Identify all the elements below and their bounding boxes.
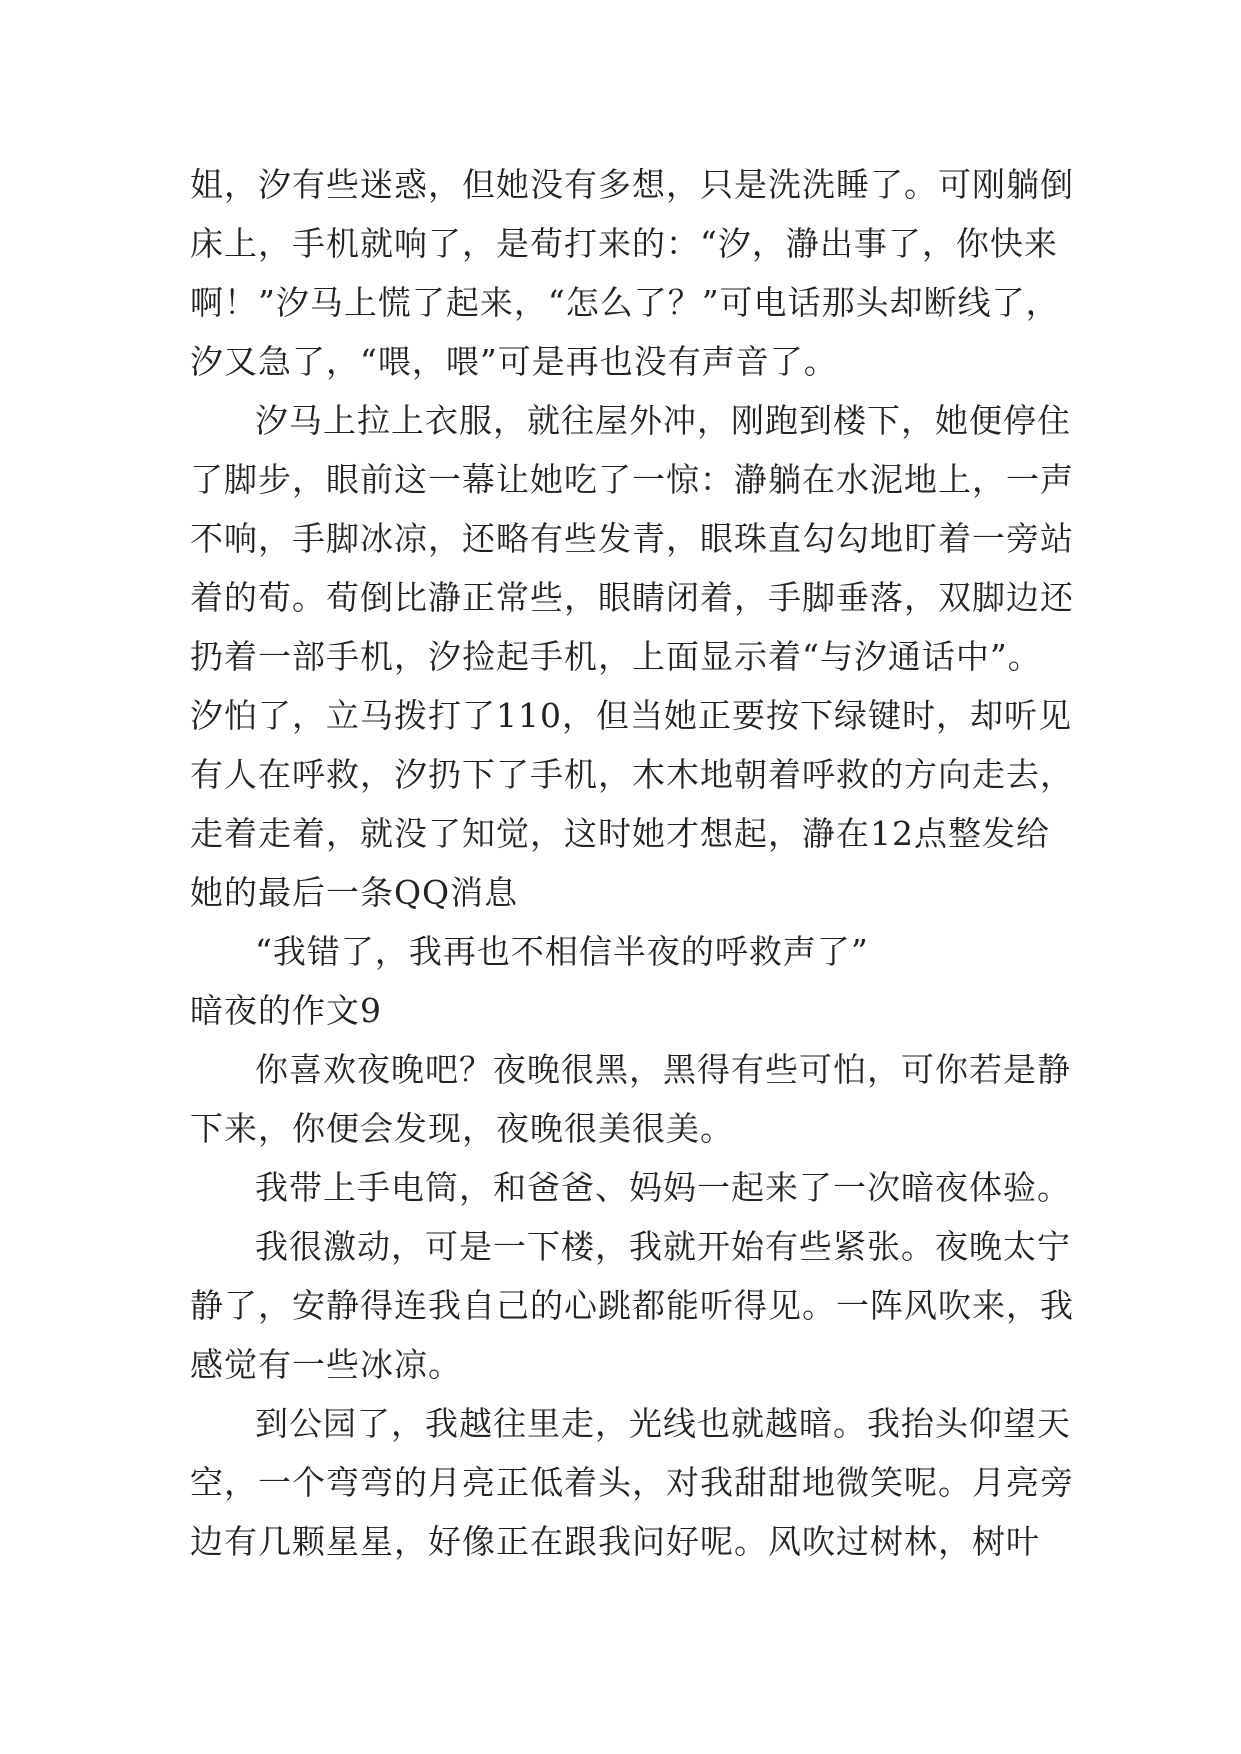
paragraph-line-24: 边有几颗星星，好像正在跟我问好呢。风吹过树林，树叶 [190,1522,1040,1561]
paragraph-line-8: 着的荀。荀倒比瀞正常些，眼睛闭着，手脚垂落，双脚边还 [190,578,1074,617]
paragraph-line-21: 感觉有一些冰凉。 [190,1345,462,1384]
quote-line: “我错了，我再也不相信半夜的呼救声了” [255,932,869,971]
paragraph-line-18: 我带上手电筒，和爸爸、妈妈一起来了一次暗夜体验。 [255,1168,1071,1207]
paragraph-line-3: 啊！”汐马上慌了起来，“怎么了？”可电话那头却断线了， [190,283,1060,322]
section-heading: 暗夜的作文9 [190,991,382,1030]
paragraph-line-22: 到公园了，我越往里走，光线也就越暗。我抬头仰望天 [255,1404,1071,1443]
paragraph-line-20: 静了，安静得连我自己的心跳都能听得见。一阵风吹来，我 [190,1286,1074,1325]
paragraph-line-16: 你喜欢夜晚吧？夜晚很黑，黑得有些可怕，可你若是静 [255,1050,1071,1089]
paragraph-line-23: 空，一个弯弯的月亮正低着头，对我甜甜地微笑呢。月亮旁 [190,1463,1074,1502]
paragraph-line-10: 汐怕了，立马拨打了110，但当她正要按下绿键时，却听见 [190,696,1072,735]
paragraph-line-9: 扔着一部手机，汐捡起手机，上面显示着“与汐通话中”。 [190,637,1042,676]
paragraph-line-7: 不响，手脚冰凉，还略有些发青，眼珠直勾勾地盯着一旁站 [190,519,1074,558]
paragraph-line-6: 了脚步，眼前这一幕让她吃了一惊：瀞躺在水泥地上，一声 [190,460,1074,499]
paragraph-line-1: 姐，汐有些迷惑，但她没有多想，只是洗洗睡了。可刚躺倒 [190,165,1074,204]
paragraph-line-12: 走着走着，就没了知觉，这时她才想起，瀞在12点整发给 [190,814,1050,853]
paragraph-line-19: 我很激动，可是一下楼，我就开始有些紧张。夜晚太宁 [255,1227,1071,1266]
paragraph-line-11: 有人在呼救，汐扔下了手机，木木地朝着呼救的方向走去， [190,755,1074,794]
paragraph-line-5: 汐马上拉上衣服，就往屋外冲，刚跑到楼下，她便停住 [255,401,1071,440]
paragraph-line-2: 床上，手机就响了，是荀打来的：“汐，瀞出事了，你快来 [190,224,1058,263]
paragraph-line-13: 她的最后一条QQ消息 [190,873,519,912]
paragraph-line-4: 汐又急了，“喂，喂”可是再也没有声音了。 [190,342,838,381]
paragraph-line-17: 下来，你便会发现，夜晚很美很美。 [190,1109,734,1148]
